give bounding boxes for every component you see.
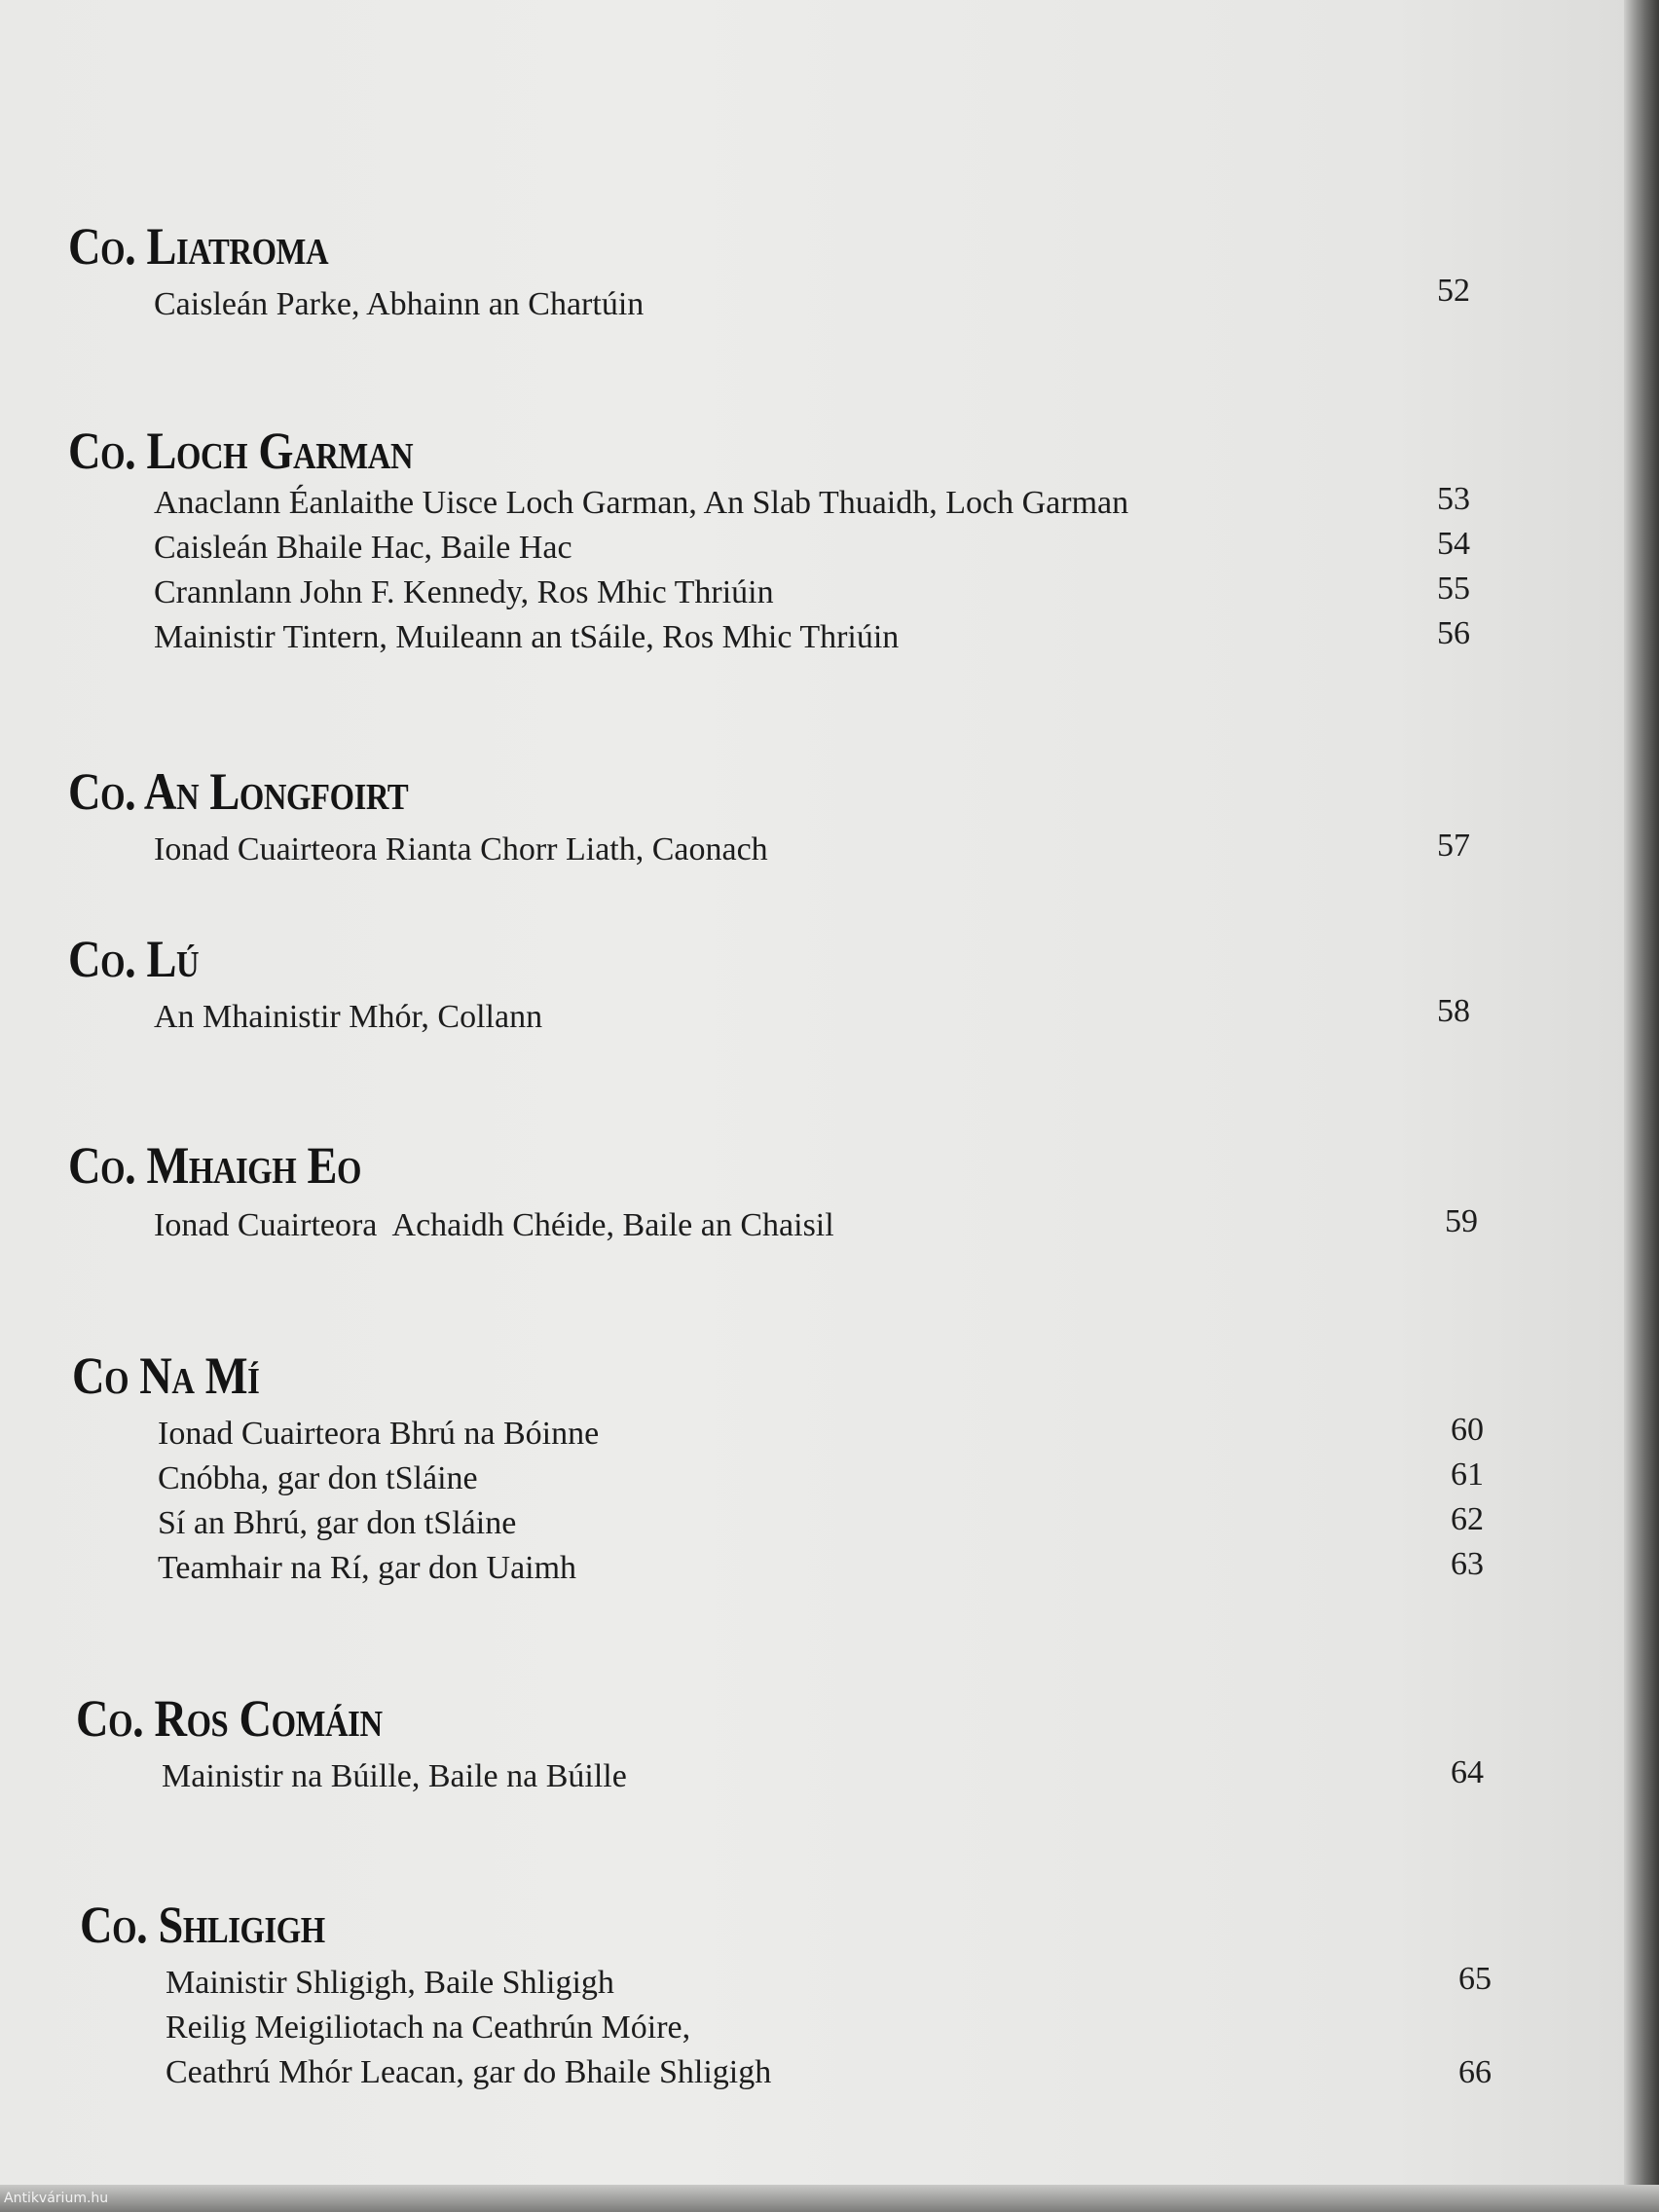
entry-page-number: 56 (1437, 615, 1470, 651)
entry-page-number: 55 (1437, 571, 1470, 607)
entry-list (68, 1203, 1478, 1248)
list-item (72, 1412, 1484, 1456)
entry-list (80, 1961, 1492, 2095)
entry-page-number: 58 (1437, 993, 1470, 1029)
list-item (68, 1203, 1478, 1248)
entry-title: An Mhainistir Mhór, Collann (154, 999, 543, 1035)
entry-title (166, 2006, 771, 2095)
entry-list (68, 995, 1470, 1040)
section-heading: Co. An Longfoirt (68, 762, 409, 821)
section-heading: Co. Liatroma (68, 217, 329, 276)
entry-page-number: 62 (1451, 1501, 1484, 1537)
watermark: Antikvárium.hu (4, 2191, 109, 2206)
list-item (72, 1456, 1484, 1501)
entry-title: Mainistir Shligigh, Baile Shligigh (166, 1965, 614, 2001)
entry-title: Sí an Bhrú, gar don tSláine (158, 1505, 517, 1541)
page-bottom-edge (0, 2185, 1659, 2212)
entry-list (68, 481, 1470, 660)
entry-title: Anaclann Éanlaithe Uisce Loch Garman, An Slab Thuaidh, Loch Garman (154, 485, 1129, 521)
entry-page-number: 57 (1437, 828, 1470, 864)
entry-title: Ionad Cuairteora Rianta Chorr Liath, Caonach (154, 831, 768, 867)
list-item (68, 526, 1470, 571)
list-item (68, 571, 1470, 615)
entry-title: Mainistir na Búille, Baile na Búille (162, 1758, 627, 1794)
entry-title: Caisleán Bhaile Hac, Baile Hac (154, 530, 572, 566)
entry-title: Crannlann John F. Kennedy, Ros Mhic Thriúin (154, 574, 774, 610)
list-item (72, 1501, 1484, 1546)
entry-title: Ionad Cuairteora Achaidh Chéide, Baile an Chaisil (154, 1207, 834, 1243)
entry-list (68, 828, 1470, 872)
entry-title: Cnóbha, gar don tSláine (158, 1460, 478, 1496)
entry-page-number: 53 (1437, 481, 1470, 517)
list-item (80, 2006, 1492, 2095)
section-heading: Co Na Mí (72, 1346, 260, 1405)
section-heading: Co. Shligigh (80, 1896, 325, 1954)
entry-title: Mainistir Tintern, Muileann an tSáile, Ros Mhic Thriúin (154, 619, 900, 655)
entry-page-number: 64 (1451, 1754, 1484, 1790)
entry-list (72, 1412, 1484, 1591)
entry-page-number: 66 (1458, 2054, 1492, 2090)
book-spine (1624, 0, 1659, 2212)
list-item (76, 1754, 1484, 1799)
entry-title: Caisleán Parke, Abhainn an Chartúin (154, 286, 645, 322)
section-heading: Co. Lú (68, 930, 200, 988)
entry-page-number: 59 (1445, 1203, 1478, 1239)
list-item (68, 615, 1470, 660)
entry-page-number: 52 (1437, 273, 1470, 309)
entry-title-line-2: Ceathrú Mhór Leacan, gar do Bhaile Shligigh (166, 2054, 772, 2090)
list-item (68, 995, 1470, 1040)
section-heading: Co. Ros Comáin (76, 1689, 383, 1748)
section-heading: Co. Mhaigh Eo (68, 1136, 362, 1195)
list-item (68, 481, 1470, 526)
entry-page-number: 63 (1451, 1546, 1484, 1582)
list-item (80, 1961, 1492, 2006)
entry-title: Teamhair na Rí, gar don Uaimh (158, 1550, 577, 1586)
entry-title: Ionad Cuairteora Bhrú na Bóinne (158, 1416, 600, 1452)
entry-list (76, 1754, 1484, 1799)
entry-list (68, 273, 1470, 327)
list-item (68, 828, 1470, 872)
entry-page-number: 61 (1451, 1456, 1484, 1493)
entry-page-number: 65 (1458, 1961, 1492, 1997)
entry-page-number: 60 (1451, 1412, 1484, 1448)
list-item (68, 273, 1470, 327)
list-item (72, 1546, 1484, 1591)
entry-title-line-1: Reilig Meigiliotach na Ceathrún Móire, (166, 2009, 691, 2046)
entry-page-number: 54 (1437, 526, 1470, 562)
section-heading: Co. Loch Garman (68, 422, 414, 480)
